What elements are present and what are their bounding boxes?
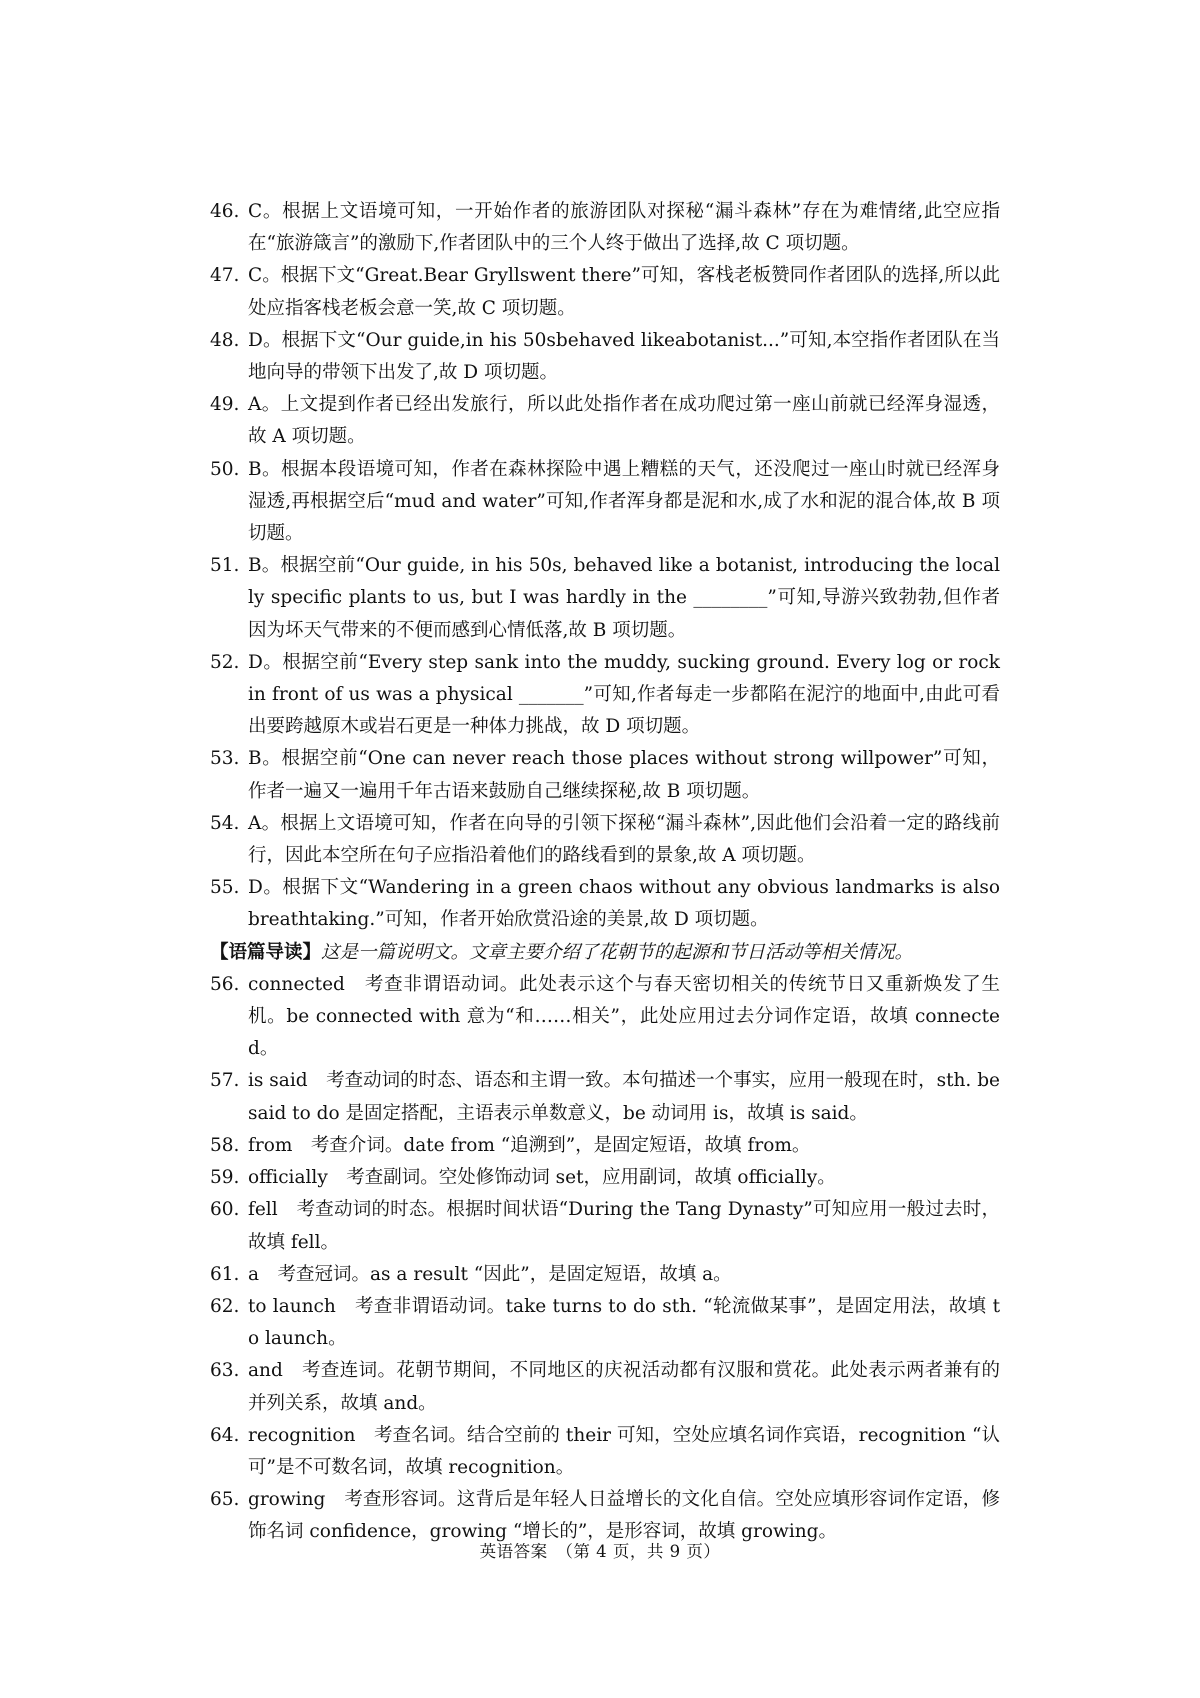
answer-item xyxy=(210,1420,1000,1484)
answer-item xyxy=(210,1355,1000,1419)
passage-intro-text: 这是一篇说明文。文章主要介绍了花朝节的起源和节日活动等相关情况。 xyxy=(321,941,914,963)
answer-item xyxy=(210,260,1000,324)
answer-number: 65. xyxy=(210,1489,240,1511)
answer-item xyxy=(210,1065,1000,1129)
answer-text: B。根据空前“One can never reach those places without strong willpower”可知，作者一遍又一遍用千年古语来鼓励自己继续探秘,故 B 项切题。 xyxy=(248,748,1000,802)
answer-item xyxy=(210,325,1000,389)
answer-item xyxy=(210,1194,1000,1258)
answer-text: A。上文提到作者已经出发旅行，所以此处指作者在成功爬过第一座山前就已经浑身湿透，故 A 项切题。 xyxy=(248,394,1000,448)
answer-number: 46. xyxy=(210,201,240,222)
answer-text: D。根据下文“Our guide,in his 50sbehaved likeabotanist...”可知,本空指作者团队在当地向导的带领下出发了,故 D 项切题。 xyxy=(248,329,1000,384)
passage-intro xyxy=(210,937,1000,969)
answer-number: 60. xyxy=(210,1199,240,1221)
answer-text: officially 考查副词。空处修饰动词 set，应用副词，故填 officially。 xyxy=(248,1167,836,1189)
answer-number: 53. xyxy=(210,748,240,770)
answer-text: recognition 考查名词。结合空前的 their 可知，空处应填名词作宾语，recognition “认可”是不可数名词，故填 recognition。 xyxy=(248,1424,1000,1478)
passage-intro-label: 【语篇导读】 xyxy=(210,941,322,963)
answer-number: 63. xyxy=(210,1360,240,1382)
answer-text: D。根据下文“Wandering in a green chaos without any obvious landmarks is also breathtaking.”可知，作者开始欣赏沿途的美景,故 D 项切题。 xyxy=(248,877,1000,931)
answer-number: 58. xyxy=(210,1134,240,1156)
answer-item xyxy=(210,872,1000,936)
answer-text: and 考查连词。花朝节期间，不同地区的庆祝活动都有汉服和赏花。此处表示两者兼有的并列关系，故填 and。 xyxy=(248,1360,1000,1414)
answer-text: a 考查冠词。as a result “因此”，是固定短语，故填 a。 xyxy=(248,1263,732,1285)
answer-number: 55. xyxy=(210,877,240,899)
answer-number: 52. xyxy=(210,651,240,673)
answer-item xyxy=(210,196,1000,260)
answer-text: growing 考查形容词。这背后是年轻人日益增长的文化自信。空处应填形容词作定语，修饰名词 confidence，growing “增长的”，是形容词，故填 growing。 xyxy=(248,1489,1000,1543)
answer-text: is said 考查动词的时态、语态和主谓一致。本句描述一个事实，应用一般现在时，sth. be said to do 是固定搭配，主语表示单数意义，be 动词用 is，故填 is said。 xyxy=(248,1070,1000,1124)
answer-number: 59. xyxy=(210,1167,240,1189)
answer-text: to launch 考查非谓语动词。take turns to do sth. “轮流做某事”，是固定用法，故填 to launch。 xyxy=(248,1295,1000,1350)
answer-text: C。根据下文“Great.Bear Gryllswent there”可知，客栈老板赞同作者团队的选择,所以此处应指客栈老板会意一笑,故 C 项切题。 xyxy=(248,265,1000,319)
answer-number: 54. xyxy=(210,812,240,834)
answer-number: 64. xyxy=(210,1424,240,1446)
answer-number: 61. xyxy=(210,1263,240,1285)
answer-item xyxy=(210,1162,1000,1194)
answer-number: 47. xyxy=(210,265,240,287)
answer-text: from 考查介词。date from “追溯到”，是固定短语，故填 from。 xyxy=(248,1134,811,1156)
answer-number: 50. xyxy=(210,458,240,480)
answer-number: 51. xyxy=(210,555,240,577)
answer-item xyxy=(210,808,1000,872)
answer-number: 57. xyxy=(210,1070,240,1092)
page-footer: 英语答案 （第 4 页，共 9 页） xyxy=(479,1542,721,1561)
answer-text: B。根据空前“Our guide, in his 50s, behaved like a botanist, introducing the locally specific plants to us, but I was hardly in the ________”可知,导游兴致勃勃,但作者因为坏天气带来的不便而感到心情低落,故 B 项切题。 xyxy=(248,555,1000,641)
answer-item xyxy=(210,647,1000,744)
answer-item xyxy=(210,550,1000,647)
answer-number: 49. xyxy=(210,394,240,416)
answer-item xyxy=(210,389,1000,453)
answer-text: D。根据空前“Every step sank into the muddy, sucking ground. Every log or rock in front of us was a physical _______”可知,作者每走一步都陷在泥泞的地面中,由此可看出要跨越原木或岩石更是一种体力挑战，故 D 项切题。 xyxy=(248,651,1000,738)
page-content xyxy=(210,196,1000,1549)
answer-number: 62. xyxy=(210,1295,240,1317)
answer-item xyxy=(210,743,1000,807)
answer-text: C。根据上文语境可知，一开始作者的旅游团队对探秘“漏斗森林”存在为难情绪,此空应指在“旅游箴言”的激励下,作者团队中的三个人终于做出了选择,故 C 项切题。 xyxy=(248,201,1000,255)
answer-text: fell 考查动词的时态。根据时间状语“During the Tang Dynasty”可知应用一般过去时，故填 fell。 xyxy=(248,1199,1000,1253)
answer-text: connected 考查非谓语动词。此处表示这个与春天密切相关的传统节日又重新焕发了生机。be connected with 意为“和……相关”，此处应用过去分词作定语，故填 connected。 xyxy=(248,973,1000,1060)
answer-number: 56. xyxy=(210,973,240,995)
answer-item xyxy=(210,1259,1000,1291)
answer-item xyxy=(210,1130,1000,1162)
answer-item xyxy=(210,454,1000,551)
answer-item xyxy=(210,969,1000,1066)
answer-item xyxy=(210,1291,1000,1355)
answer-text: A。根据上文语境可知，作者在向导的引领下探秘“漏斗森林”,因此他们会沿着一定的路线前行，因此本空所在句子应指沿着他们的路线看到的景象,故 A 项切题。 xyxy=(248,812,1000,867)
answer-number: 48. xyxy=(210,329,240,351)
answer-text: B。根据本段语境可知，作者在森林探险中遇上糟糕的天气，还没爬过一座山时就已经浑身湿透,再根据空后“mud and water”可知,作者浑身都是泥和水,成了水和泥的混合体,故 B 项切题。 xyxy=(248,458,1000,545)
